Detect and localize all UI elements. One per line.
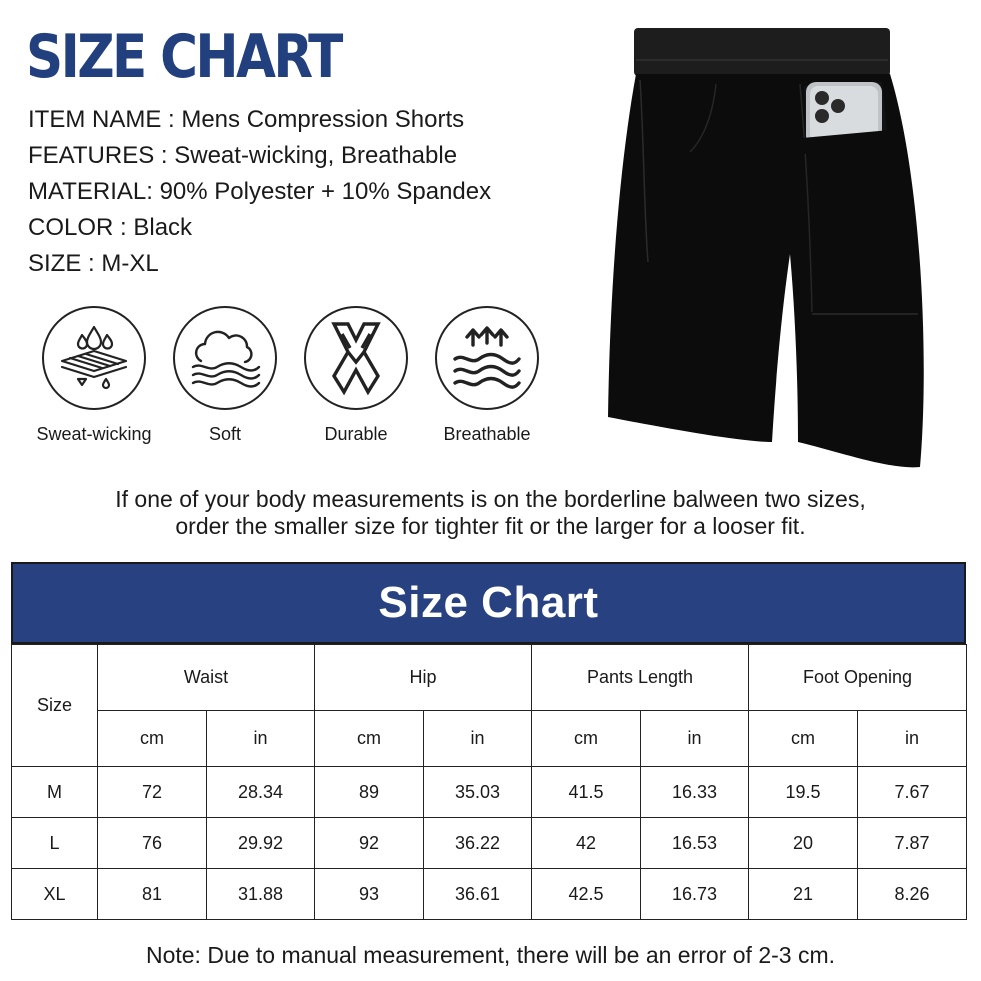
table-cell: 16.53 — [641, 818, 749, 869]
table-cell: 8.26 — [858, 869, 967, 920]
table-cell: 72 — [98, 767, 207, 818]
feature-icons — [24, 306, 564, 446]
table-cell: 19.5 — [749, 767, 858, 818]
spec-material: MATERIAL: 90% Polyester + 10% Spandex — [28, 178, 492, 205]
table-cell: 21 — [749, 869, 858, 920]
spec-features: FEATURES : Sweat-wicking, Breathable — [28, 142, 458, 169]
feature-soft — [155, 306, 295, 445]
group-header-waist: Waist — [98, 645, 315, 711]
sweat-wicking-icon — [42, 306, 146, 410]
table-cell: 28.34 — [207, 767, 315, 818]
table-cell: 42 — [532, 818, 641, 869]
table-cell: 7.67 — [858, 767, 967, 818]
durable-icon — [304, 306, 408, 410]
row-size-label: XL — [12, 869, 98, 920]
size-table — [11, 644, 967, 920]
group-header-pants-length: Pants Length — [532, 645, 749, 711]
table-cell: 41.5 — [532, 767, 641, 818]
unit-header: cm — [749, 711, 858, 767]
page-title: SIZE CHART — [26, 22, 341, 92]
feature-label-soft: Soft — [208, 424, 242, 444]
table-cell: 36.61 — [424, 869, 532, 920]
table-cell: 35.03 — [424, 767, 532, 818]
table-cell: 93 — [315, 869, 424, 920]
table-title: Size Chart — [11, 562, 966, 644]
spec-color: COLOR : Black — [28, 214, 193, 241]
breathable-icon — [435, 306, 539, 410]
table-cell: 89 — [315, 767, 424, 818]
table-cell: 76 — [98, 818, 207, 869]
unit-header: cm — [98, 711, 207, 767]
unit-header: in — [207, 711, 315, 767]
feature-durable — [286, 306, 426, 445]
table-cell: 29.92 — [207, 818, 315, 869]
product-specs — [28, 102, 491, 282]
sizing-advice — [0, 486, 981, 540]
row-size-label: L — [12, 818, 98, 869]
feature-label-sweat-wicking: Sweat-wicking — [36, 424, 152, 444]
feature-label-durable: Durable — [324, 424, 388, 444]
table-row — [12, 767, 967, 818]
spec-size: SIZE : M-XL — [28, 250, 159, 277]
table-cell: 42.5 — [532, 869, 641, 920]
unit-header: cm — [532, 711, 641, 767]
row-size-label: M — [12, 767, 98, 818]
measurement-note: Note: Due to manual measurement, there will be an error of 2-3 cm. — [145, 942, 836, 968]
feature-breathable — [417, 306, 557, 445]
feature-label-breathable: Breathable — [443, 424, 531, 444]
table-cell: 31.88 — [207, 869, 315, 920]
table-cell: 16.33 — [641, 767, 749, 818]
product-image — [600, 22, 940, 477]
advice-line-2: order the smaller size for tighter fit or the larger for a looser fit. — [175, 513, 806, 539]
group-header-hip: Hip — [315, 645, 532, 711]
table-cell: 7.87 — [858, 818, 967, 869]
table-row — [12, 869, 967, 920]
unit-header: in — [424, 711, 532, 767]
cloud-icon — [173, 306, 277, 410]
unit-header: in — [641, 711, 749, 767]
table-cell: 92 — [315, 818, 424, 869]
size-chart-table — [11, 562, 966, 920]
feature-sweat-wicking — [24, 306, 164, 445]
table-cell: 36.22 — [424, 818, 532, 869]
unit-header: in — [858, 711, 967, 767]
unit-header: cm — [315, 711, 424, 767]
table-row — [12, 818, 967, 869]
group-header-foot-opening: Foot Opening — [749, 645, 967, 711]
table-cell: 16.73 — [641, 869, 749, 920]
advice-line-1: If one of your body measurements is on the borderline balween two sizes, — [115, 486, 866, 512]
spec-item-name: ITEM NAME : Mens Compression Shorts — [28, 106, 465, 133]
table-cell: 20 — [749, 818, 858, 869]
table-cell: 81 — [98, 869, 207, 920]
size-column-header: Size — [12, 645, 98, 767]
